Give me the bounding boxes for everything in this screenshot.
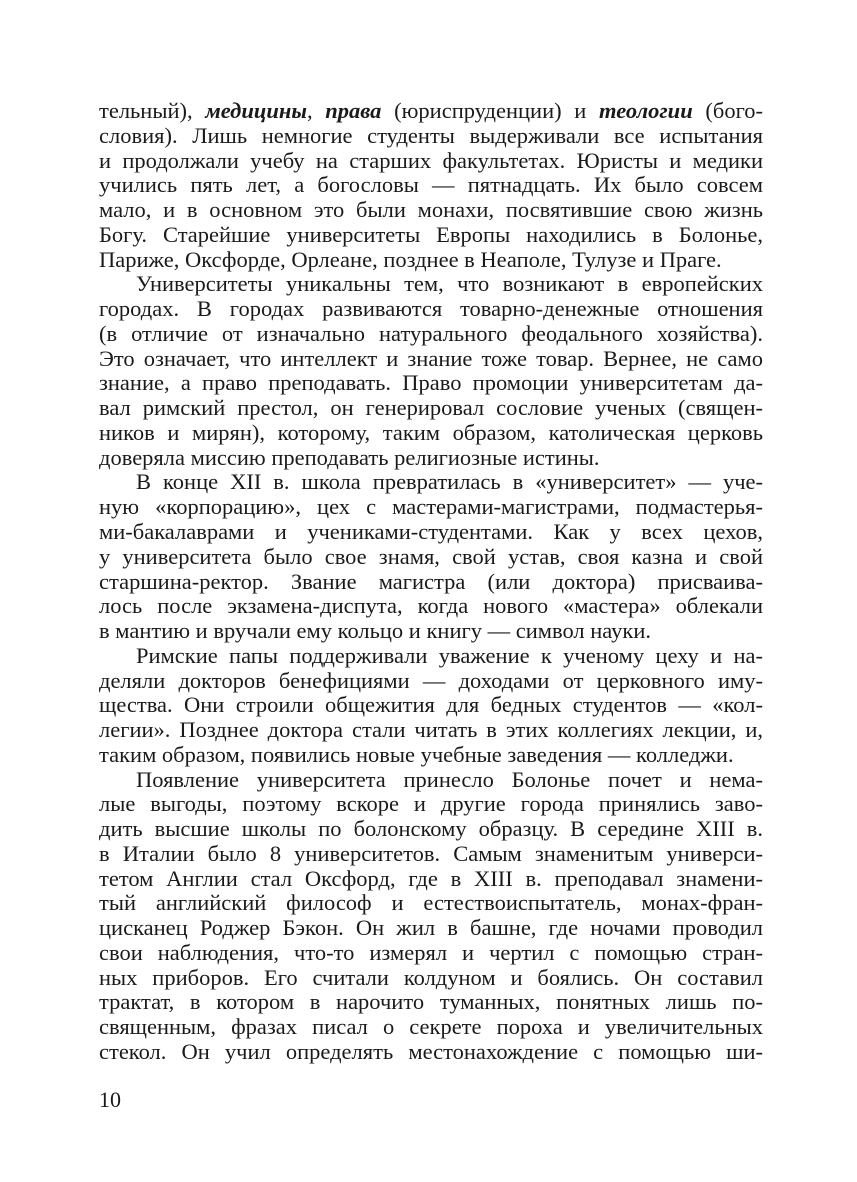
text-run: щества. Они строили общежития для бедных студентов — «кол- (99, 692, 763, 717)
emphasized-term: теологии (599, 98, 693, 123)
emphasized-term: медицины (205, 98, 307, 123)
text-run: Появление университета принесло Болонье почет и нема- (136, 767, 763, 792)
text-run: тетом Англии стал Оксфорд, где в XIII в. преподавал знамени- (99, 866, 763, 891)
text-run: цисканец Роджер Бэкон. Он жил в башне, где ночами проводил (99, 915, 763, 940)
text-run: в мантию и вручали ему кольцо и книгу — символ науки. (99, 618, 651, 643)
text-run: знание, а право преподавать. Право промоции университетам да- (99, 370, 763, 395)
text-run: (бого- (692, 98, 763, 123)
text-run: свои наблюдения, что-то измерял и чертил с помощью стран- (99, 940, 763, 965)
text-run: (юриспруденции) и (381, 98, 599, 123)
text-run: в Италии было 8 университетов. Самым знаменитым универси- (99, 841, 763, 866)
text-run: у университета было свое знамя, свой устав, своя казна и свой (99, 544, 763, 569)
text-run: Это означает, что интеллект и знание тоже товар. Вернее, не само (99, 346, 763, 371)
text-run: вал римский престол, он генерировал сословие ученых (священ- (99, 395, 763, 420)
text-run: трактат, в котором в нарочито туманных, понятных лишь по- (99, 989, 763, 1014)
text-run: деляли докторов бенефициями — доходами от церковного иму- (99, 668, 763, 693)
text-run: Богу. Старейшие университеты Европы находились в Болонье, (99, 222, 763, 247)
text-run: учились пять лет, а богословы — пятнадцать. Их было совсем (99, 172, 763, 197)
text-line (99, 1037, 763, 1067)
text-run: старшина-ректор. Звание магистра (или доктора) присваива- (99, 569, 763, 594)
text-run: тельный), (99, 98, 206, 123)
text-run: ных приборов. Его считали колдуном и боялись. Он составил (99, 965, 763, 990)
text-run: мало, и в основном это были монахи, посвятившие свою жизнь (99, 197, 763, 222)
text-run: словия). Лишь немногие студенты выдерживали все испытания (99, 123, 763, 148)
text-run: (в отличие от изначально натурального феодального хозяйства). (99, 321, 763, 346)
text-run: В конце XII в. школа превратилась в «университет» — уче- (136, 469, 763, 494)
text-run: городах. В городах развиваются товарно-денежные отношения (99, 296, 763, 321)
text-run: священным, фразах писал о секрете пороха и увеличительных (99, 1014, 763, 1039)
page-number: 10 (99, 1087, 121, 1112)
text-run: ную «корпорацию», цех с мастерами-магистрами, подмастерья- (99, 494, 763, 519)
text-run: Римские папы поддерживали уважение к ученому цеху и на- (136, 643, 763, 668)
text-run: таким образом, появились новые учебные заведения — колледжи. (99, 742, 734, 767)
text-run: ников и мирян), которому, таким образом, католическая церковь (99, 420, 763, 445)
text-run: тый английский философ и естествоиспытатель, монах-фран- (99, 890, 763, 915)
text-run: лые выгоды, поэтому вскоре и другие города принялись заво- (99, 791, 763, 816)
text-run: ми-бакалаврами и учениками-студентами. Как у всех цехов, (99, 519, 763, 544)
text-run: Университеты уникальны тем, что возникают в европейских (136, 271, 763, 296)
text-run: Париже, Оксфорде, Орлеане, позднее в Неаполе, Тулузе и Праге. (99, 247, 722, 272)
text-run: , (306, 98, 326, 123)
text-run: стекол. Он учил определять местонахождение с помощью ши- (99, 1039, 763, 1064)
text-run: и продолжали учебу на старших факультетах. Юристы и медики (99, 148, 763, 173)
text-run: доверяла миссию преподавать религиозные истины. (99, 445, 600, 470)
emphasized-term: права (325, 98, 382, 123)
text-run: дить высшие школы по болонскому образцу. В середине XIII в. (99, 816, 763, 841)
text-run: легии». Позднее доктора стали читать в этих коллегиях лекции, и, (99, 717, 763, 742)
text-run: лось после экзамена-диспута, когда нового «мастера» облекали (99, 593, 763, 618)
